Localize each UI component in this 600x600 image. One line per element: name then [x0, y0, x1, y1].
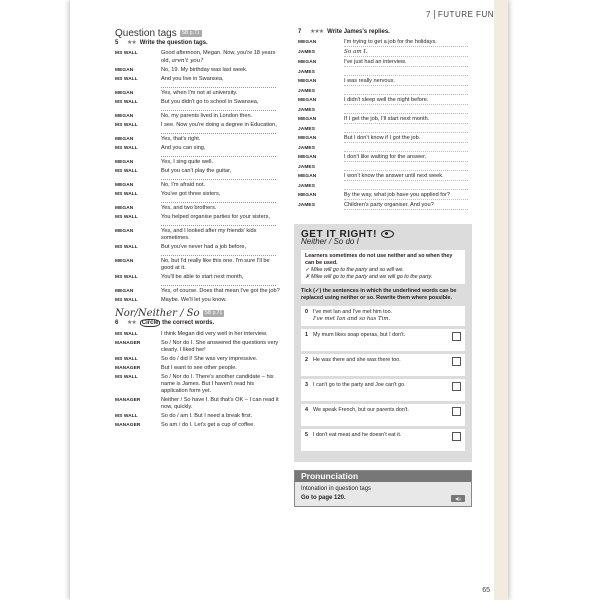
- get-it-right-item: 5 I don't eat meat and he doesn't eat it.: [301, 429, 465, 451]
- dialogue-text: Yes, that's right.: [161, 135, 201, 142]
- dialogue-text: But I don't know if I got the job.: [344, 135, 421, 142]
- pronunciation-subtitle: Intonation in question tags: [301, 485, 372, 492]
- example-answer: I've met Ian and so has Tim.: [313, 315, 391, 322]
- speaker-label: JAMES: [298, 184, 316, 190]
- get-it-right-items: [301, 306, 465, 451]
- exercise-7-row: [298, 164, 468, 171]
- get-it-right-item: 1 My mum likes soap operas, but I don't.: [301, 329, 465, 351]
- pronunciation-link[interactable]: Go to page 120.: [301, 494, 346, 501]
- unit-title: FUTURE FUN: [437, 10, 494, 19]
- speaker-label: MS WALL: [115, 99, 138, 105]
- answer-blank[interactable]: [161, 221, 276, 226]
- exercise-5-row: [115, 205, 280, 212]
- dialogue-text: Yes, I sing quite well.: [161, 158, 214, 165]
- speaker-label: MS WALL: [115, 191, 138, 197]
- dialogue-text: Good afternoon, Megan. Now, you're 18 years old,: [161, 50, 276, 64]
- section-title: Question tags SB p.71: [115, 28, 200, 39]
- tick-instruction: Tick (✓) the sentences in which the underlined words can be replaced using neither or so. Rewrite them where possible.: [301, 287, 457, 301]
- exercise-6-row: [115, 331, 280, 338]
- get-it-right-item: 0 I've met Ian and I've met him too. I've met Ian and so has Tim.: [301, 306, 465, 326]
- speaker-label: MEGAN: [115, 228, 134, 234]
- dialogue-text: Neither / So have I. But that's OK – I can read it now, quickly.: [161, 397, 279, 411]
- exercise-5-row: [115, 122, 280, 134]
- dialogue-text: You helped organise parties for your sisters,: [161, 213, 270, 220]
- speaker-label: MEGAN: [298, 117, 317, 123]
- speaker-label: MEGAN: [115, 159, 134, 165]
- speaker-label: MEGAN: [298, 136, 317, 142]
- exercise-7-row: [298, 49, 468, 57]
- answer-blank[interactable]: [161, 129, 276, 134]
- tick-checkbox[interactable]: [452, 407, 461, 416]
- exercise-5-row: [115, 168, 280, 180]
- exercise-7-row: [298, 183, 468, 190]
- answer-blank[interactable]: [161, 106, 276, 111]
- exercise-6-row: [115, 374, 280, 396]
- dialogue-text: So am I.: [344, 49, 368, 56]
- answer-blank[interactable]: [161, 83, 276, 88]
- dialogue-text: Yes, and I looked after my friends' kids sometimes.: [161, 227, 257, 241]
- dialogue-text: But you can't play the guitar,: [161, 167, 232, 174]
- get-it-right-item: 3 I can't go to the party and Joe can't go.: [301, 379, 465, 401]
- dialogue-text: I won't know the answer until next week.: [344, 173, 444, 180]
- dialogue-text: Yes, when I'm not at university.: [161, 89, 238, 96]
- item-text: We speak French, but our parents don't.: [313, 406, 409, 413]
- speaker-label: MEGAN: [298, 40, 317, 46]
- speaker-label: MEGAN: [115, 136, 134, 142]
- exercise-5-row: [115, 145, 280, 157]
- exercise-7-row: [298, 39, 468, 47]
- speaker-label: MS WALL: [115, 76, 138, 82]
- eye-icon: [381, 230, 394, 238]
- speaker-label: MEGAN: [115, 113, 134, 119]
- dialogue-text: No, my parents lived in London then.: [161, 112, 253, 119]
- exercise-6-row: [115, 365, 280, 372]
- answer-blank[interactable]: [161, 281, 276, 286]
- exercise-5-row: [115, 99, 280, 111]
- exercise-5-row: [115, 274, 280, 286]
- dialogue-text: You'll be able to start next month,: [161, 274, 244, 281]
- item-text: He was there and she was there too.: [313, 356, 401, 363]
- get-it-right-box: [294, 224, 472, 461]
- dialogue-text: And you live in Swansea,: [161, 75, 224, 82]
- exercise-7-row: [298, 107, 468, 114]
- speaker-label: MS WALL: [115, 122, 138, 128]
- pronunciation-box: [294, 470, 472, 507]
- dialogue-text: I was really nervous.: [344, 78, 395, 85]
- exercise-5-row: [115, 244, 280, 256]
- get-it-right-title: GET IT RIGHT!: [301, 230, 465, 238]
- tick-checkbox[interactable]: [452, 332, 461, 341]
- exercise-6-header: 6 ★★ Circle the correct words.: [115, 320, 215, 327]
- speaker-label: MS WALL: [115, 145, 138, 151]
- speaker-label: MEGAN: [115, 182, 134, 188]
- exercise-5-row: [115, 76, 280, 88]
- speaker-label: MANAGER: [115, 423, 141, 429]
- dialogue-text: Yes, of course. Does that mean I've got the job?: [161, 288, 280, 295]
- dialogue-text: I don't like waiting for the answer.: [344, 154, 427, 161]
- exercise-5-row: [115, 159, 280, 166]
- speaker-label: MEGAN: [115, 205, 134, 211]
- dialogue-text: And you can sing,: [161, 144, 206, 151]
- page-edge: [494, 0, 508, 600]
- exercise-5-row: [115, 191, 280, 203]
- dialogue-text: So / Nor do I. There's another candidate – his name is James. But I haven't read his application form yet.: [161, 373, 274, 395]
- exercise-7-row: [298, 202, 468, 210]
- speaker-label: MS WALL: [115, 275, 138, 281]
- dialogue-text: But you've never had a job before,: [161, 243, 247, 250]
- speaker-label: MEGAN: [298, 98, 317, 104]
- dialogue-text: I didn't sleep well the night before.: [344, 97, 429, 104]
- speaker-label: MS WALL: [115, 214, 138, 220]
- speaker-label: JAMES: [298, 165, 316, 171]
- exercise-5-row: [115, 136, 280, 143]
- item-text: I've met Ian and I've met him too.: [313, 308, 393, 315]
- tick-checkbox[interactable]: [452, 357, 461, 366]
- dialogue-text: Maybe. We'll let you know.: [161, 297, 227, 304]
- exercise-5-row: [115, 50, 280, 64]
- sb-ref-badge: SB p.71: [181, 30, 200, 36]
- exercise-6-row: [115, 413, 280, 420]
- speaker-label: MEGAN: [298, 79, 317, 85]
- exercise-6-row: [115, 397, 280, 411]
- answer-blank[interactable]: [161, 175, 276, 180]
- dialogue-text: You've got three sisters,: [161, 190, 221, 197]
- dialogue-text: So do / am I. But I need a break first.: [161, 413, 253, 420]
- speaker-label: MS WALL: [115, 356, 138, 362]
- dialogue-text: So do / did I! She was very impressive.: [161, 355, 258, 362]
- exercise-5-row: [115, 214, 280, 226]
- difficulty-stars: ★★★: [310, 29, 324, 35]
- speaker-label: MEGAN: [115, 67, 134, 73]
- speaker-label: MS WALL: [115, 374, 138, 380]
- speaker-label: JAMES: [298, 50, 316, 56]
- speaker-label: MANAGER: [115, 365, 141, 371]
- speaker-label: MEGAN: [298, 193, 317, 199]
- exercise-5-row: [115, 288, 280, 295]
- speaker-label: MEGAN: [115, 90, 134, 96]
- rule-box: Learners sometimes do not use neither and so when they can be used. ✓ Mike will go to the party and so will we. ✗ Mike will go to the party and we will go to the party.: [301, 250, 465, 284]
- speaker-label: MS WALL: [115, 51, 138, 57]
- exercise-7-row: [298, 126, 468, 133]
- dialogue-text: Yes, and two brothers.: [161, 204, 217, 211]
- exercise-6-row: [115, 422, 280, 429]
- audio-icon[interactable]: ◀)): [451, 495, 465, 502]
- section-title: Nor/Neither / So SB p.71: [115, 308, 223, 320]
- tick-checkbox[interactable]: [452, 382, 461, 391]
- dialogue-text: No, but I'd really like this one. I'm sure I'll be good at it.: [161, 257, 270, 272]
- dialogue-text: I see. Now you're doing a degree in Education,: [161, 121, 277, 128]
- speaker-label: MEGAN: [115, 258, 134, 264]
- dialogue-text: Children's party organiser. And you?: [344, 202, 434, 209]
- unit-number: 7: [426, 10, 435, 19]
- exercise-6-row: [115, 356, 280, 363]
- wrong-example: ✗ Mike will go to the party and we will go to the party.: [305, 273, 433, 280]
- exercise-5-row: [115, 228, 280, 242]
- dialogue-text: If I get the job, I'll start next month.: [344, 116, 430, 123]
- exercise-7-dialogue: [298, 39, 468, 210]
- answer-blank[interactable]: [161, 198, 276, 203]
- workbook-page: [70, 0, 508, 600]
- exercise-5-row: [115, 113, 280, 120]
- speaker-label: MS WALL: [115, 331, 138, 337]
- dialogue-text: I've just had an interview.: [344, 59, 407, 66]
- item-text: My mum likes soap operas, but I don't.: [313, 331, 406, 338]
- exercise-7-row: [298, 154, 468, 162]
- speaker-label: MANAGER: [115, 340, 141, 346]
- exercise-5-row: [115, 90, 280, 97]
- exercise-7-header: 7 ★★★ Write James's replies.: [298, 29, 390, 35]
- correct-example: ✓ Mike will go to the party and so will we.: [305, 266, 404, 273]
- exercise-7-row: [298, 173, 468, 181]
- speaker-label: JAMES: [298, 89, 316, 95]
- speaker-label: MEGAN: [298, 155, 317, 161]
- dialogue-text: I think Megan did very well in her interview.: [161, 330, 268, 337]
- right-column: [298, 24, 468, 507]
- dialogue-text: No, 19. My birthday was last week.: [161, 66, 248, 73]
- speaker-label: MANAGER: [115, 398, 141, 404]
- speaker-label: MEGAN: [298, 60, 317, 66]
- difficulty-stars: ★★: [127, 320, 136, 327]
- dialogue-text: I'm trying to get a job for the holidays.: [344, 39, 437, 46]
- get-it-right-subtitle: Neither / So do I: [301, 237, 359, 247]
- exercise-5-row: [115, 182, 280, 189]
- speaker-label: MS WALL: [115, 244, 138, 250]
- sb-ref-badge: SB p.71: [204, 310, 223, 317]
- unit-header: [426, 10, 494, 19]
- exercise-7-row: [298, 116, 468, 124]
- difficulty-stars: ★★: [127, 40, 136, 47]
- dialogue-text: So am / do I. Let's get a cup of coffee.: [161, 422, 255, 429]
- exercise-5-row: [115, 297, 280, 304]
- pronunciation-title: Pronunciation: [295, 471, 471, 482]
- speaker-label: JAMES: [298, 70, 316, 76]
- speaker-label: JAMES: [298, 203, 316, 209]
- exercise-7-row: [298, 145, 468, 152]
- tick-checkbox[interactable]: [452, 432, 461, 441]
- exercise-6-dialogue: [115, 331, 280, 430]
- dialogue-text: So / Nor do I. She answered the questions very clearly. I liked her!: [161, 339, 279, 353]
- example-answer: aren't you?: [171, 57, 204, 64]
- dialogue-text: No, I'm afraid not.: [161, 181, 205, 188]
- get-it-right-item: 2 He was there and she was there too.: [301, 354, 465, 376]
- exercise-7-row: [298, 192, 468, 200]
- answer-blank[interactable]: [161, 251, 276, 256]
- exercise-7-row: [298, 135, 468, 143]
- exercise-7-row: [298, 69, 468, 76]
- exercise-5-row: [115, 258, 280, 272]
- answer-blank[interactable]: [161, 152, 276, 157]
- exercise-6-row: [115, 340, 280, 354]
- exercise-5-dialogue: [115, 50, 280, 304]
- exercise-7-row: [298, 59, 468, 67]
- exercise-5-row: [115, 67, 280, 74]
- speaker-label: MEGAN: [298, 174, 317, 180]
- speaker-label: MS WALL: [115, 298, 138, 304]
- exercise-7-row: [298, 97, 468, 105]
- speaker-label: JAMES: [298, 127, 316, 133]
- speaker-label: JAMES: [298, 146, 316, 152]
- speaker-label: MS WALL: [115, 414, 138, 420]
- get-it-right-item: 4 We speak French, but our parents don't.: [301, 404, 465, 426]
- exercise-5-header: 5 ★★ Write the question tags.: [115, 40, 208, 47]
- speaker-label: MEGAN: [115, 289, 134, 295]
- dialogue-text: But I want to see other people.: [161, 364, 237, 371]
- speaker-label: JAMES: [298, 108, 316, 114]
- left-column: [115, 24, 280, 431]
- dialogue-text: But you didn't go to school in Swansea,: [161, 98, 259, 105]
- dialogue-text: By the way, what job have you applied for?: [344, 192, 450, 199]
- exercise-7-row: [298, 78, 468, 86]
- speaker-label: MS WALL: [115, 168, 138, 174]
- page-number: 65: [482, 587, 490, 594]
- exercise-7-row: [298, 88, 468, 95]
- item-text: I can't go to the party and Joe can't go.: [313, 381, 406, 388]
- item-text: I don't eat meat and he doesn't eat it.: [313, 431, 402, 438]
